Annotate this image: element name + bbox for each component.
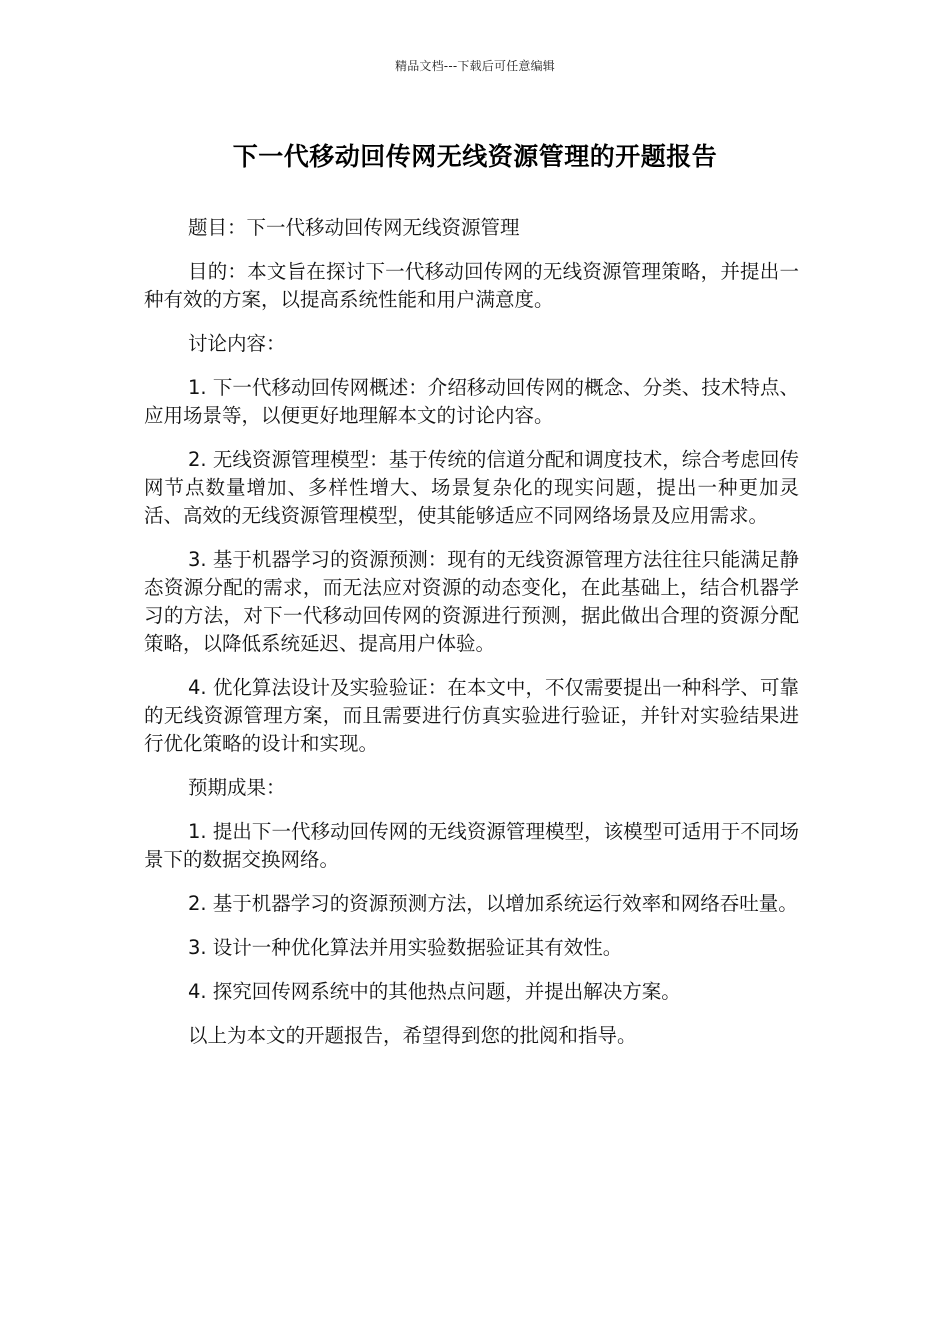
- paragraph-results-heading: 预期成果：: [188, 776, 286, 799]
- paragraph-purpose: 目的：本文旨在探讨下一代移动回传网的无线资源管理策略，并提出一种有效的方案，以提高系统性能和用户满意度。: [144, 260, 799, 311]
- paragraph-discussion-item-3: 3. 基于机器学习的资源预测：现有的无线资源管理方法往往只能满足静态资源分配的需求，而无法应对资源的动态变化，在此基础上，结合机器学习的方法，对下一代移动回传网的资源进行预测，据此做出合理的资源分配策略，以降低系统延迟、提高用户体验。: [144, 548, 799, 655]
- paragraph-result-item-4: 4. 探究回传网系统中的其他热点问题，并提出解决方案。: [188, 980, 681, 1003]
- paragraph-discussion-item-4: 4. 优化算法设计及实验验证：在本文中，不仅需要提出一种科学、可靠的无线资源管理方案，而且需要进行仿真实验进行验证，并针对实验结果进行优化策略的设计和实现。: [144, 676, 799, 755]
- paragraph-discussion-item-1: 1. 下一代移动回传网概述：介绍移动回传网的概念、分类、技术特点、应用场景等，以便更好地理解本文的讨论内容。: [144, 376, 799, 427]
- document-body: [144, 214, 799, 1066]
- paragraph-discussion-heading: 讨论内容：: [188, 332, 286, 355]
- document-title: 下一代移动回传网无线资源管理的开题报告: [232, 142, 718, 171]
- paragraph-result-item-2: 2. 基于机器学习的资源预测方法，以增加系统运行效率和网络吞吐量。: [188, 892, 798, 915]
- paragraph-result-item-1: 1. 提出下一代移动回传网的无线资源管理模型，该模型可适用于不同场景下的数据交换网络。: [144, 820, 799, 871]
- header-note: 精品文档---下载后可任意编辑: [395, 59, 555, 73]
- paragraph-discussion-item-2: 2. 无线资源管理模型：基于传统的信道分配和调度技术，综合考虑回传网节点数量增加、多样性增大、场景复杂化的现实问题，提出一种更加灵活、高效的无线资源管理模型，使其能够适应不同网络场景及应用需求。: [144, 448, 799, 527]
- paragraph-result-item-3: 3. 设计一种优化算法并用实验数据验证其有效性。: [188, 936, 623, 959]
- paragraph-topic: 题目：下一代移动回传网无线资源管理: [188, 216, 520, 239]
- paragraph-closing: 以上为本文的开题报告，希望得到您的批阅和指导。: [188, 1024, 637, 1047]
